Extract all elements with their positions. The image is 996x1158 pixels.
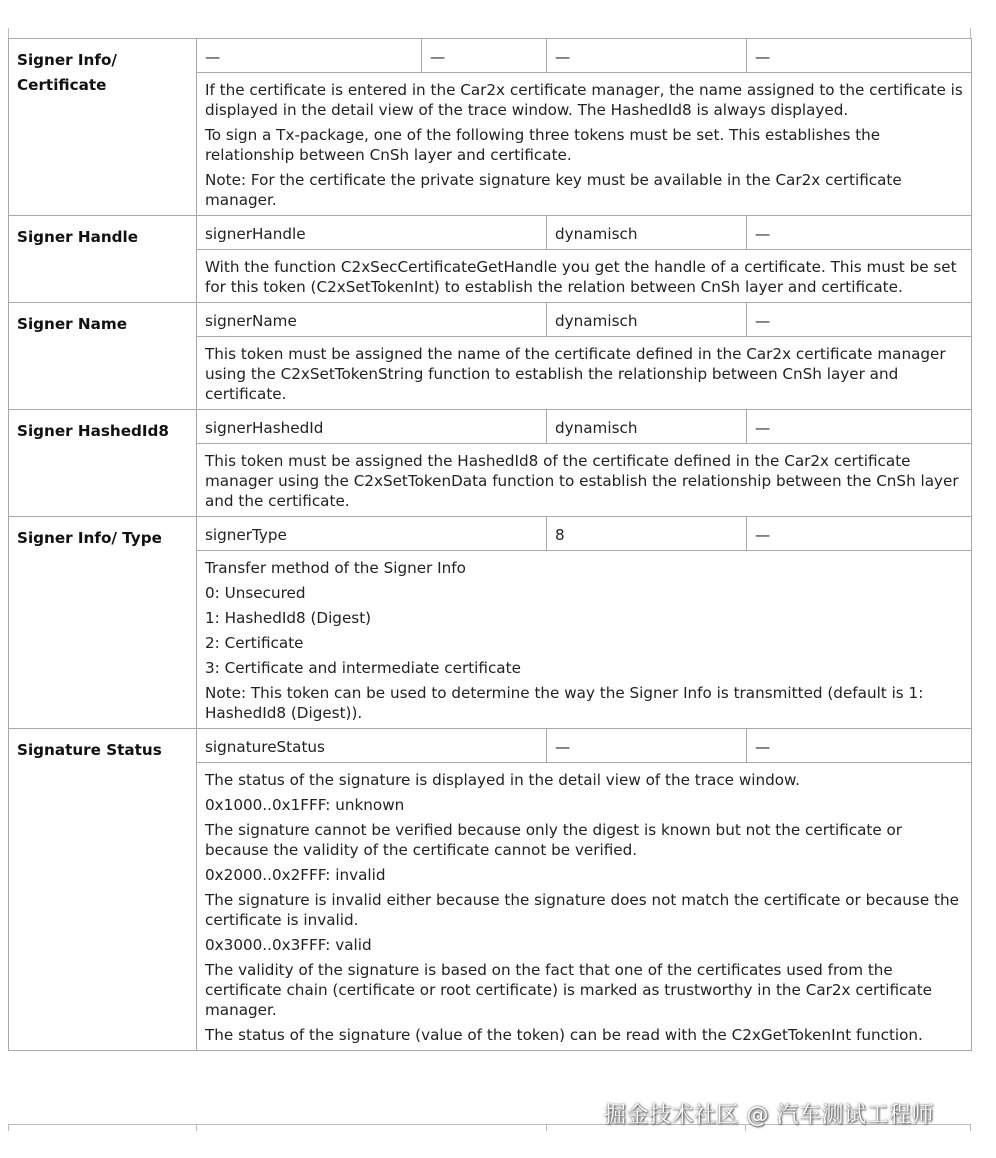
table-bottom-stub [546,1124,547,1131]
description-paragraph: The status of the signature (value of the token) can be read with the C2xGetTokenInt function. [205,1026,923,1044]
token-length: dynamisch [547,410,747,444]
token-length: dynamisch [547,303,747,337]
token-identifier: signerHandle [197,216,547,250]
table-row [9,303,972,337]
token-length: 8 [547,517,747,551]
description-paragraph: 0x3000..0x3FFF: valid [205,936,372,954]
token-description [197,551,972,729]
token-length: — [547,729,747,763]
table-bottom-stub [196,1124,197,1131]
description-paragraph: Note: For the certificate the private signature key must be available in the Car2x certificate manager. [205,171,902,209]
description-paragraph: The status of the signature is displayed in the detail view of the trace window. [205,771,800,789]
token-default: — [747,517,972,551]
token-name: Signer Info/ Certificate [9,39,197,216]
description-paragraph: To sign a Tx-package, one of the following three tokens must be set. This establishes the relationship between CnSh layer and certificate. [205,126,881,164]
token-length: dynamisch [547,216,747,250]
token-description [197,444,972,517]
description-paragraph: With the function C2xSecCertificateGetHandle you get the handle of a certificate. This must be set for this token (C2xSetTokenInt) to establish the relation between CnSh layer and certificate. [205,258,957,296]
description-paragraph: If the certificate is entered in the Car2x certificate manager, the name assigned to the certificate is displayed in the detail view of the trace window. The HashedId8 is always displayed. [205,81,963,119]
token-cell: — [422,39,547,73]
description-paragraph: Transfer method of the Signer Info [205,559,466,577]
table-row [9,517,972,551]
token-description [197,250,972,303]
description-paragraph: 0: Unsecured [205,584,306,602]
token-default: — [747,729,972,763]
table-bottom-stub [8,1124,9,1131]
description-paragraph: 0x2000..0x2FFF: invalid [205,866,386,884]
token-name: Signer HashedId8 [9,410,197,517]
token-description [197,73,972,216]
description-paragraph: This token must be assigned the name of the certificate defined in the Car2x certificate manager using the C2xSetTokenString function to establish the relationship between CnSh layer and certificate. [205,345,946,403]
token-description [197,763,972,1051]
token-table [8,38,972,1051]
table-top-stub [970,28,971,38]
description-paragraph: The signature is invalid either because the signature does not match the certificate or because the certificate is invalid. [205,891,959,929]
token-default: — [747,303,972,337]
table-row [9,216,972,250]
table-row [9,39,972,73]
token-description [197,337,972,410]
token-identifier: signerHashedId [197,410,547,444]
token-name: Signer Name [9,303,197,410]
token-name: Signer Info/ Type [9,517,197,729]
table-row [9,729,972,763]
table-row [9,410,972,444]
description-paragraph: 3: Certificate and intermediate certificate [205,659,521,677]
description-paragraph: The validity of the signature is based on the fact that one of the certificates used from the certificate chain (certificate or root certificate) is marked as trustworthy in the Car2x certificate manager. [205,961,932,1019]
description-paragraph: 2: Certificate [205,634,304,652]
table-bottom-stub [970,1124,971,1131]
description-paragraph: 0x1000..0x1FFF: unknown [205,796,405,814]
token-cell: — [747,39,972,73]
description-paragraph: 1: HashedId8 (Digest) [205,609,372,627]
description-paragraph: This token must be assigned the HashedId8 of the certificate defined in the Car2x certificate manager using the C2xSetTokenData function to establish the relationship between the CnSh layer and the certificate. [205,452,959,510]
token-default: — [747,216,972,250]
token-name: Signature Status [9,729,197,1051]
watermark-text: 掘金技术社区 @ 汽车测试工程师 [604,1103,934,1128]
description-paragraph: The signature cannot be verified because only the digest is known but not the certificate or because the validity of the certificate cannot be verified. [205,821,903,859]
token-name: Signer Handle [9,216,197,303]
description-paragraph: Note: This token can be used to determine the way the Signer Info is transmitted (default is 1: HashedId8 (Digest)). [205,684,924,722]
token-default: — [747,410,972,444]
table-top-stub [8,28,9,38]
token-identifier: signatureStatus [197,729,547,763]
token-cell: — [197,39,422,73]
token-identifier: signerType [197,517,547,551]
token-identifier: signerName [197,303,547,337]
token-cell: — [547,39,747,73]
